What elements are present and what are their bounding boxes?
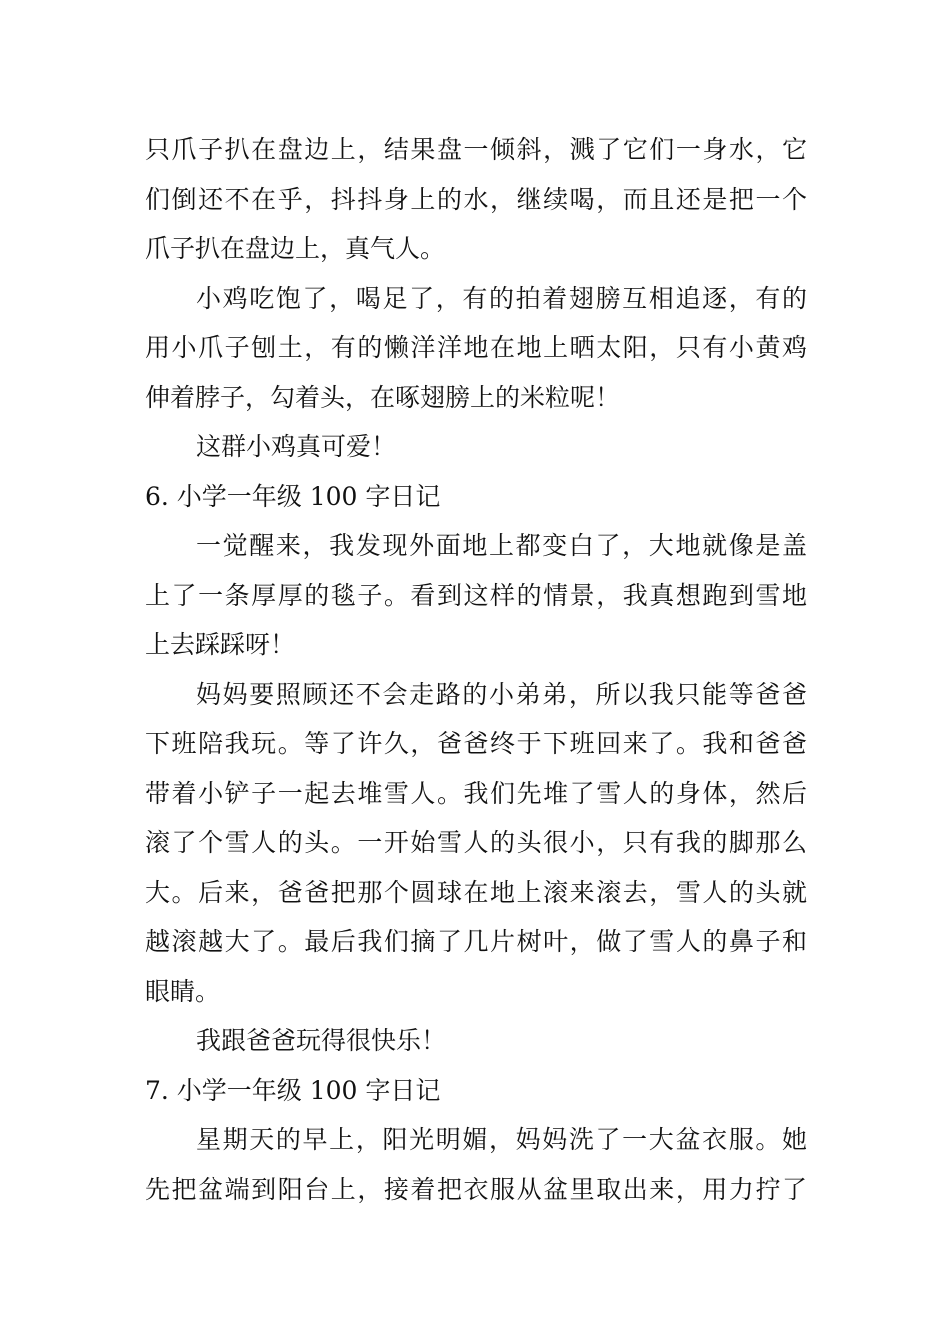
- paragraph: [145, 422, 807, 472]
- section-heading: 6. 小学一年级 100 字日记: [145, 481, 441, 511]
- section-heading: 7. 小学一年级 100 字日记: [145, 1075, 441, 1105]
- paragraph-line: 们倒还不在乎，抖抖身上的水，继续喝，而且还是把一个: [145, 184, 807, 214]
- paragraph-line: 一觉醒来，我发现外面地上都变白了，大地就像是盖: [196, 531, 807, 560]
- paragraph-line: 大。后来，爸爸把那个圆球在地上滚来滚去，雪人的头就: [145, 877, 807, 907]
- paragraph-line: 眼睛。: [145, 976, 221, 1006]
- paragraph: [145, 1016, 807, 1066]
- paragraph-line: 滚了个雪人的头。一开始雪人的头很小，只有我的脚那么: [145, 828, 807, 857]
- paragraph-line: 越滚越大了。最后我们摘了几片树叶，做了雪人的鼻子和: [145, 927, 807, 956]
- paragraph-line: 伸着脖子，勾着头，在啄翅膀上的米粒呢！: [145, 382, 621, 412]
- paragraph: [145, 1115, 807, 1214]
- paragraph-line: 爪子扒在盘边上，真气人。: [145, 234, 446, 263]
- paragraph: [145, 274, 807, 423]
- paragraph-line: 只爪子扒在盘边上，结果盘一倾斜，溅了它们一身水，它: [145, 135, 807, 164]
- paragraph-line: 带着小铲子一起去堆雪人。我们先堆了雪人的身体，然后: [145, 778, 807, 808]
- paragraph-line: 上去踩踩呀！: [145, 630, 296, 659]
- paragraph-line: 下班陪我玩。等了许久，爸爸终于下班回来了。我和爸爸: [145, 729, 807, 758]
- paragraph-line: 上了一条厚厚的毯子。看到这样的情景，我真想跑到雪地: [145, 580, 807, 610]
- paragraph: [145, 125, 807, 274]
- paragraph-line: 我跟爸爸玩得很快乐！: [196, 1026, 447, 1055]
- paragraph-line: 星期天的早上，阳光明媚，妈妈洗了一大盆衣服。她: [196, 1125, 807, 1154]
- paragraph-line: 先把盆端到阳台上，接着把衣服从盆里取出来，用力拧了: [145, 1174, 807, 1204]
- paragraph-line: 用小爪子刨土，有的懒洋洋地在地上晒太阳，只有小黄鸡: [145, 333, 807, 362]
- document-body: [145, 125, 807, 1214]
- paragraph-line: 这群小鸡真可爱！: [196, 432, 397, 461]
- paragraph: [145, 670, 807, 1017]
- paragraph-line: 妈妈要照顾还不会走路的小弟弟，所以我只能等爸爸: [196, 679, 807, 709]
- paragraph-line: 小鸡吃饱了，喝足了，有的拍着翅膀互相追逐，有的: [196, 283, 807, 313]
- paragraph: [145, 521, 807, 670]
